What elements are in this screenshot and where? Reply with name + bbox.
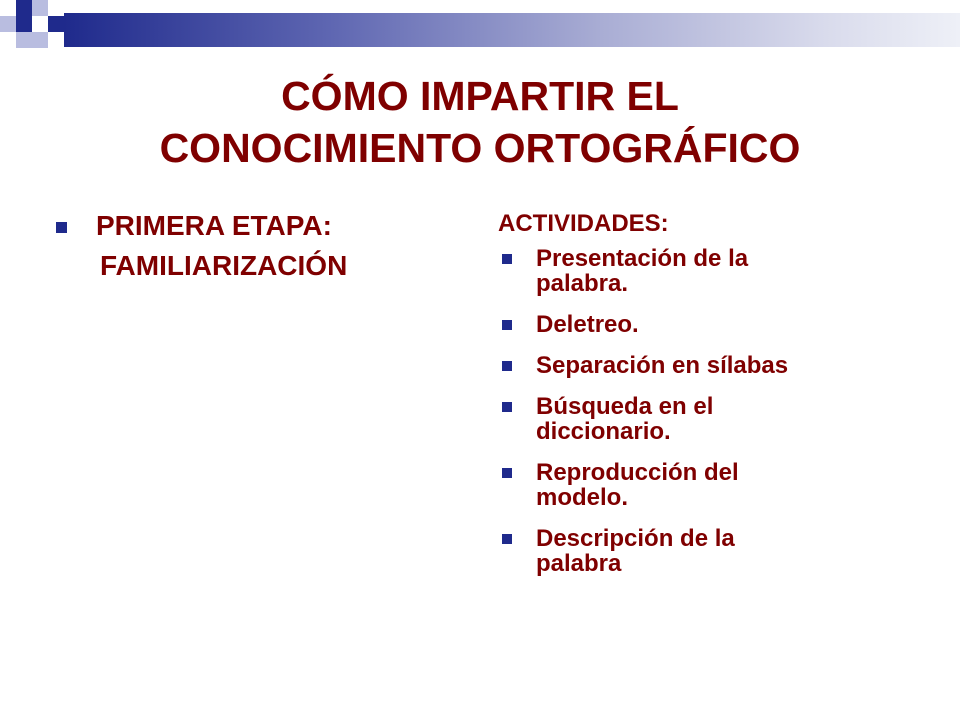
square-light-4	[16, 32, 32, 48]
list-item-line: Búsqueda en el	[536, 393, 714, 420]
list-item	[496, 526, 916, 576]
square-dark-1	[16, 0, 32, 16]
right-column	[496, 208, 916, 592]
stage-bullet	[56, 206, 456, 286]
square-bullet-icon	[502, 402, 512, 412]
square-bullet-icon	[502, 361, 512, 371]
square-bullet-icon	[502, 534, 512, 544]
list-item-line: Separación en sílabas	[536, 352, 789, 379]
square-dark-2	[16, 16, 32, 32]
left-column	[56, 206, 456, 286]
list-item	[496, 312, 916, 337]
list-item-line: Descripción de la	[536, 525, 735, 552]
square-light-3	[32, 32, 48, 48]
square-bullet-icon	[502, 468, 512, 478]
list-item-line: modelo.	[536, 484, 629, 511]
stage-line-2: FAMILIARIZACIÓN	[100, 250, 348, 281]
header-gradient-band	[64, 13, 960, 47]
activities-list	[496, 246, 916, 576]
square-light-2	[32, 0, 48, 16]
list-item	[496, 394, 916, 444]
square-bullet-icon	[502, 254, 512, 264]
square-bullet-icon	[502, 320, 512, 330]
list-item-line: palabra	[536, 550, 622, 577]
list-item-line: Deletreo.	[536, 311, 639, 338]
square-light-1	[0, 16, 16, 32]
stage-line-1: PRIMERA ETAPA:	[96, 210, 332, 241]
list-item-line: palabra.	[536, 270, 629, 297]
list-item-line: Presentación de la	[536, 245, 749, 272]
square-dark-3	[48, 16, 64, 32]
list-item	[496, 246, 916, 296]
list-item-line: Reproducción del	[536, 459, 739, 486]
activities-heading: ACTIVIDADES:	[498, 210, 669, 237]
square-bullet-icon	[56, 222, 67, 233]
list-item	[496, 460, 916, 510]
slide-title	[60, 70, 900, 174]
list-item-line: diccionario.	[536, 418, 671, 445]
list-item	[496, 353, 916, 378]
title-line-1: CÓMO IMPARTIR EL	[281, 73, 679, 119]
title-line-2: CONOCIMIENTO ORTOGRÁFICO	[159, 125, 801, 171]
